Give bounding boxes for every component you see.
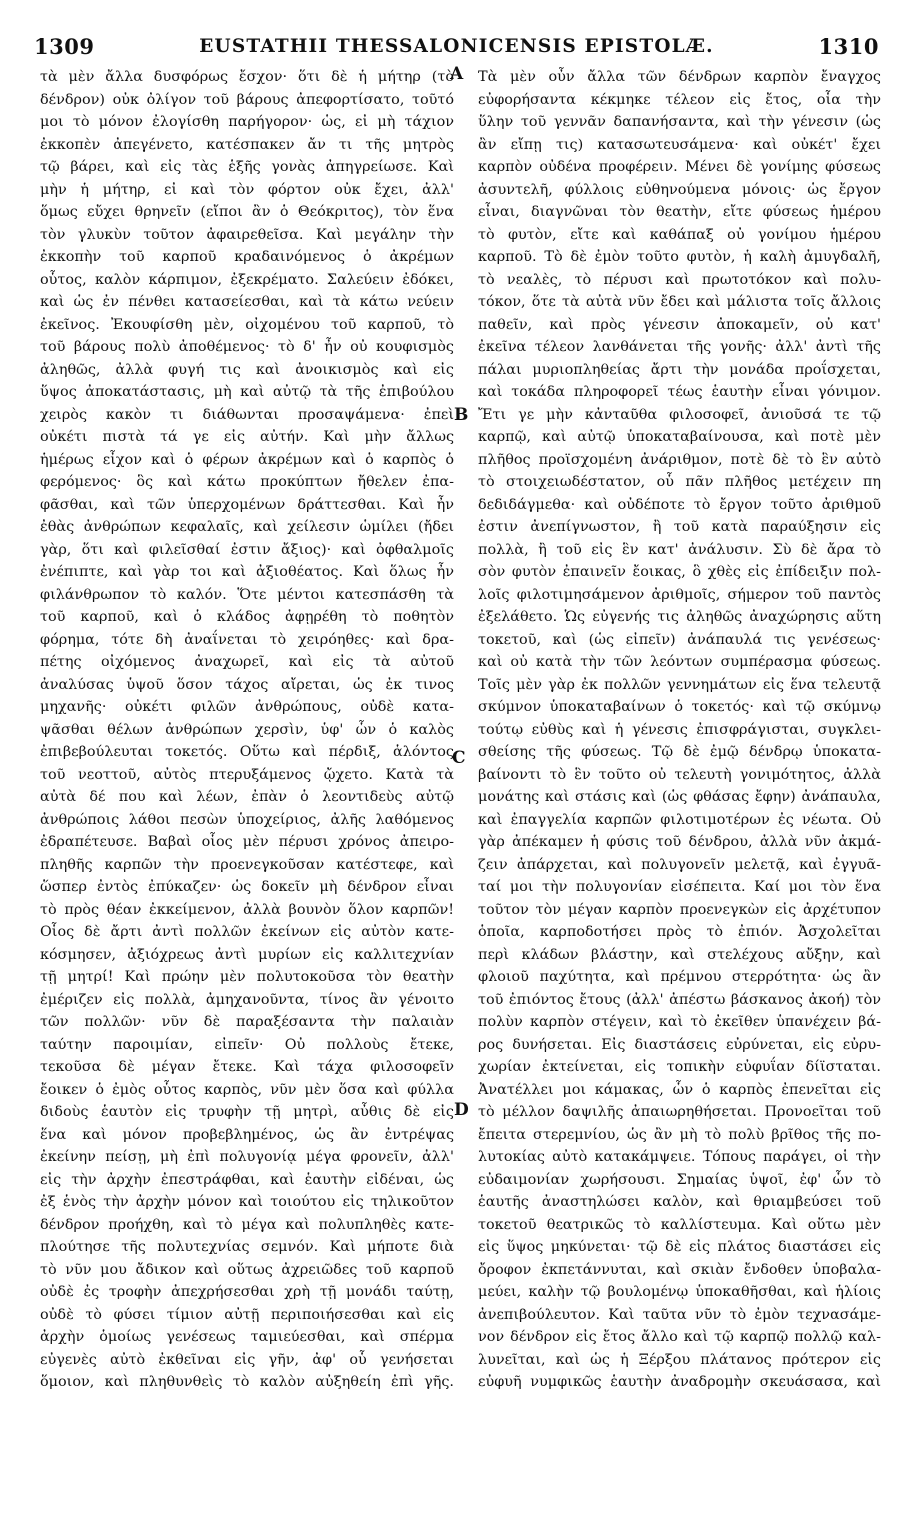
text-line: ἐθὰς ἀνθρώπων κεφαλαῖς, καὶ χείλεσιν ὡμίλει (ἤδει <box>40 519 454 535</box>
text-line: ἐνέπιπτε, καὶ γὰρ τοι καὶ ἀξιοθέατος. Καὶ ὅλως ἦν <box>40 564 454 580</box>
text-line: τὸ νῦν μου ἄδικον καὶ οὕτως ἀχρειῶδες τοῦ καρποῦ <box>40 1261 454 1278</box>
text-line: ἐκεῖνα τέλεον λανθάνεται τῆς γονῆς· ἀλλ' ἀντὶ τῆς <box>478 339 881 355</box>
text-line: ἀνεπιβούλευτον. Καὶ ταῦτα νῦν τὸ ἐμὸν τεχνασάμε- <box>478 1306 881 1323</box>
text-line: μηχανῆς· οὐκέτι φιλῶν ἀνθρώπους, οὐδὲ κατα- <box>40 699 454 715</box>
text-line: εἰς τὴν ἀρχὴν ἐπεστράφθαι, καὶ ἑαυτὴν εἰδέναι, ὡς <box>40 1171 454 1188</box>
text-line: ἐκκοπὲν ἀπεγένετο, κατέσπακεν ἄν τι τῆς μητρὸς <box>40 136 454 153</box>
text-line: εἶναι, διαγνῶναι τὸν θεατὴν, εἴτε φύσεως ἡμέρου <box>478 204 881 220</box>
text-line: χωρίαν ἐκτείνεται, εἰς τοπικὴν εὐφυΐαν δίϊσταται. <box>478 1059 881 1075</box>
text-line: τῶν πολλῶν· νῦν δὲ παραξέσαντα τὴν παλαιὰν <box>40 1014 454 1030</box>
text-line: φλοιοῦ παχύτητα, καὶ πρέμνου στερρότητα· ὡς ἂν <box>478 969 881 985</box>
text-line: εἰς ὕψος μηκύνεται· τῷ δὲ εἰς πλάτος διαστάσει εἰς <box>478 1239 881 1255</box>
text-line: εὐφορήσαντα κέκμηκε τέλεον εἰς ἔτος, οἷα τὴν <box>478 91 881 108</box>
text-line: ἐκεῖνος. Ἐκουφίσθη μὲν, οἰχομένου τοῦ καρποῦ, τὸ <box>40 316 454 333</box>
text-line: μονάτης καὶ στάσις καὶ (ὡς φθάσας ἔφην) ἀνάπαυλα, <box>478 789 881 805</box>
text-line: Ἀνατέλλει μοι κάμακας, ὧν ὁ καρπὸς ἐπενεῖται εἰς <box>478 1081 881 1098</box>
text-line: ἐκκοπὴν τοῦ καρποῦ κραδαινόμενος ὁ ἀκρέμων <box>40 249 454 265</box>
text-line: Οἷος δὲ ἄρτι ἀντὶ πολλῶν ἐκείνων εἰς αὐτὸν κατε- <box>40 924 454 940</box>
text-line: ταί μοι τὴν πολυγονίαν εἰσέπειτα. Καί μοι τὸν ἕνα <box>478 879 881 895</box>
margin-marker-c: C <box>452 748 466 768</box>
text-line: αὐτὰ δέ που καὶ λέων, ἐπὰν ὁ λεοντιδεὺς αὐτῷ <box>40 789 454 805</box>
text-line: φόρημα, τότε δὴ ἀναΐνεται τὸ χειρόηθες· καὶ δρα- <box>40 631 454 648</box>
text-line: καρποῦ. Τὸ δὲ ἐμὸν τοῦτο φυτὸν, ἡ καλὴ ἀμυγδαλῆ, <box>478 249 881 265</box>
text-line: ἑαυτῆς ἀναστηλώσει καλὸν, καὶ θριαμβεύσει τοῦ <box>478 1194 881 1210</box>
text-line: παθεῖν, καὶ πρὸς γένεσιν ἀποκαμεῖν, οὐ κατ' <box>478 316 881 333</box>
text-line: ὥσπερ ἐντὸς ἐπύκαζεν· ὡς δοκεῖν μὴ δένδρον εἶναι <box>40 879 454 895</box>
text-line: οὐδὲ τὸ φύσει τίμιον αὐτῇ περιποιήσεσθαι καὶ εἰς <box>40 1306 454 1323</box>
text-line: ἐξ ἑνὸς τὴν ἀρχὴν μόνον καὶ τοιούτου εἰς τηλικοῦτον <box>40 1194 454 1210</box>
text-line: μοι τὸ μόνον ἐλογίσθη παρήγορον· ὡς, εἰ μὴ τάχιον <box>40 114 454 130</box>
text-line: καρπὸν οὐδένα προφέρειν. Μένει δὲ γονίμης φύσεως <box>478 159 881 175</box>
text-line: Ἔτι γε μὴν κἀνταῦθα φιλοσοφεῖ, ἀνιοῦσά τε τῷ <box>478 406 881 423</box>
text-line: εὐφυῆ νυμφικῶς ἑαυτὴν ἀναδρομὴν σκευάσασα, καὶ <box>478 1374 881 1390</box>
text-line: τὰ μὲν ἄλλα δυσφόρως ἔσχον· ὅτι δὲ ἡ μήτηρ (τὸ <box>40 69 454 85</box>
text-line: οὐδὲ ἐς τροφὴν ἀπεχρήσεσθαι χρὴ τῇ μονάδι ταύτῃ, <box>40 1284 454 1300</box>
text-line: τόκον, ὅτε τὰ αὐτὰ νῦν ἔδει καὶ μάλιστα τοῖς ἄλλοις <box>478 294 881 310</box>
text-line: ἐξελάθετο. Ὡς εὐγενής τις ἀληθῶς ἀναχώρησις αὕτη <box>478 609 881 625</box>
text-line: ψᾶσθαι θέλων ἀνθρώπων χερσὶν, ὑφ' ὧν ὁ καλὸς <box>40 721 454 738</box>
text-line: καρπῷ, καὶ αὐτῷ ὑποκαταβαίνουσα, καὶ ποτὲ μὲν <box>478 429 881 445</box>
text-line: τὸ νεαλὲς, τὸ πέρυσι καὶ πρωτοτόκον καὶ πολυ- <box>478 271 881 288</box>
text-line: τὸ στοιχειωδέστατον, οὗ πᾶν πλῆθος μετέχειν πη <box>478 474 881 490</box>
text-line: τοῦ βάρους πολὺ ἀποθέμενος· τὸ δ' ἦν οὐ κουφισμὸς <box>40 339 454 355</box>
text-line: τεκοῦσα δὲ μέγαν ἔτεκε. Καὶ τάχα φιλοσοφεῖν <box>40 1059 454 1075</box>
margin-marker-d: D <box>454 1100 469 1120</box>
text-line: τῷ βάρει, καὶ εἰς τὰς ἑξῆς γονὰς ἀπηγρείωσε. Καὶ <box>40 159 454 175</box>
text-line: πληθῆς καρπῶν τὴν προενεγκοῦσαν κατέστεφε, καὶ <box>40 856 454 873</box>
margin-marker-a: A <box>450 64 464 84</box>
text-line: τοῦτον τὸν μέγαν καρπὸν προενεγκὼν εἰς ἀρχέτυπον <box>478 901 881 918</box>
text-line: ὅμοιον, καὶ πληθυνθεὶς τὸ καλὸν αὐξηθείη ἐπὶ γῆς. <box>40 1374 454 1390</box>
text-line: μεύει, καλὴν τῷ βουλομένῳ ὑποκαθῆσθαι, καὶ ἡλίοις <box>478 1284 881 1300</box>
text-line: πάλαι μυριοπληθείας ἄρτι τὴν μονάδα προΐσχεται, <box>478 361 881 378</box>
text-line: τὸ πρὸς θέαν ἐκκείμενον, ἀλλὰ βουνὸν ὅλον καρπῶν! <box>40 901 454 918</box>
text-line: ζειν ἀπάρχεται, καὶ πολυγονεῖν μελετᾷ, καὶ ἐγγυᾶ- <box>478 856 881 873</box>
text-line: οὗτος, καλὸν κάρπιμον, ἐξεκρέματο. Σαλεύειν ἐδόκει, <box>40 271 454 288</box>
text-line: κόσμησεν, ἀξιόχρεως ἀντὶ μυρίων εἰς καλλιτεχνίαν <box>40 946 454 963</box>
text-line: σκύμνον ὑποκαταβαίνων ὁ τοκετός· καὶ τῷ σκύμνῳ <box>478 699 881 715</box>
text-line: τὸν γλυκὺν τοῦτον ἀφαιρεθεῖσα. Καὶ μεγάλην τὴν <box>40 226 454 243</box>
text-line: ἔοικεν ὁ ἐμὸς οὗτος καρπὸς, νῦν μὲν ὅσα καὶ φύλλα <box>40 1081 454 1098</box>
text-line: πολλὰ, ἢ τοῦ εἰς ἓν κατ' ἀνάλυσιν. Σὺ δὲ ἄρα τὸ <box>478 541 881 558</box>
text-line: ὅμως εὔχει θρηνεῖν (εἴποι ἂν ὁ Θεόκριτος), τὸν ἕνα <box>40 204 454 220</box>
text-line: καὶ οὐ κατὰ τὴν τῶν λεόντων συμπέρασμα φύσεως. <box>478 654 881 670</box>
text-line: ἂν εἴπῃ τις) κατασωτευσάμενα· καὶ οὐκέτ' ἔχει <box>478 136 881 153</box>
text-line: Τὰ μὲν οὖν ἄλλα τῶν δένδρων καρπὸν ἔναγχος <box>478 69 881 85</box>
text-line: λυτοκίας αὐτὸ κατακάμψειε. Τόπους παράγει, οἱ τὴν <box>478 1149 881 1165</box>
text-line: ἀρχὴν ὁμοίως γενέσεως ταμιεύεσθαι, καὶ σπέρμα <box>40 1329 454 1345</box>
text-line: τοκετοῦ, καὶ (ὡς εἰπεῖν) ἀνάπαυλά τις γενέσεως· <box>478 631 881 648</box>
text-line: πλῆθος προϊσχομένη ἀνάριθμον, ποτὲ δὲ τὸ ἓν αὐτὸ <box>478 451 881 468</box>
text-line: σθείσης τῆς φύσεως. Τῷ δὲ ἐμῷ δένδρῳ ὑποκατα- <box>478 744 881 760</box>
text-line: ἐπιβεβούλευται τοκετός. Οὕτω καὶ πέρδιξ, ἁλόντος <box>40 744 454 760</box>
text-line: χειρὸς κακὸν τι διάθωνται προσαψάμενα· ἐπεὶ <box>40 406 454 423</box>
text-line: καὶ ὡς ἐν πένθει κατασείεσθαι, καὶ τὰ κάτω νεύειν <box>40 294 454 310</box>
text-line: γὰρ ἀπέκαμεν ἡ φύσις τοῦ δένδρου, ἀλλὰ νῦν ἀκμά- <box>478 834 881 850</box>
text-line: ἀναλύσας ὑψοῦ ὅσον τάχος αἴρεται, ὡς ἐκ τινος <box>40 676 454 693</box>
text-line: διδοὺς ἑαυτὸν εἰς τρυφὴν τῇ μητρὶ, αὖθις δὲ εἰς <box>40 1104 454 1120</box>
text-line: ὕλην τοῦ γεννᾶν δαπανήσαντα, καὶ τὴν γένεσιν (ὡς <box>478 114 881 130</box>
text-line: οὐκέτι πιστὰ τά γε εἰς αὐτήν. Καὶ μὴν ἄλλως <box>40 429 454 445</box>
text-line: δένδρον προήχθη, καὶ τὸ μέγα καὶ πολυπληθὲς κατε- <box>40 1216 454 1233</box>
text-line: τῇ μητρί! Καὶ πρώην μὲν πολυτοκοῦσα τὸν θεατὴν <box>40 969 454 985</box>
text-line: ταύτην παροιμίαν, εἰπεῖν· Οὐ πολλοὺς ἔτεκε, <box>40 1036 454 1053</box>
text-line: πέτης οἰχόμενος ἀναχωρεῖ, καὶ εἰς τὰ αὐτοῦ <box>40 654 454 670</box>
text-line: τούτῳ εὐθὺς καὶ ἡ γένεσις ἐπισφράγισται, συγκλει- <box>478 721 881 738</box>
text-line: σὸν φυτὸν ἐπαινεῖν ἔοικας, ὃ χθὲς εἰς ἐπίδειξιν πολ- <box>478 564 881 580</box>
text-line: ἀνθρώποις λάθοι πεσὼν ὑποχείριος, ἀλῆς λαθόμενος <box>40 811 454 828</box>
margin-marker-b: B <box>454 405 469 425</box>
text-line: πολὺν καρπὸν στέγειν, καὶ τὸ ἐκεῖθεν ὑπανέχειν βά- <box>478 1014 881 1030</box>
text-line: τοῦ ἐπιόντος ἔτους (ἀλλ' ἀπέστω βάσκανος ἀκοή) τὸν <box>478 991 881 1008</box>
text-line: δένδρον) οὐκ ὀλίγον τοῦ βάρους ἀπεφορτίσατο, τοῦτό <box>40 91 454 108</box>
page-header <box>34 34 879 62</box>
text-line: ἐστιν ἀνεπίγνωστον, ἢ τοῦ κατὰ παραύξησιν εἰς <box>478 519 881 535</box>
text-line: ἐδραπέτευσε. Βαβαὶ οἷος μὲν πέρυσι χρόνος ἀπειρο- <box>40 834 454 850</box>
text-line: ἀσυντελῆ, φύλλοις εὐθηνούμενα μόνοις· ὡς ἔργον <box>478 181 881 198</box>
text-line: γὰρ, ὅτι καὶ φιλεῖσθαί ἐστιν ἄξιος)· καὶ ὀφθαλμοῖς <box>40 541 454 558</box>
text-line: τοῦ νεοττοῦ, αὐτὸς πτερυξάμενος ᾤχετο. Κατὰ τὰ <box>40 766 454 783</box>
text-line: ἐκείνην πείσῃ, μὴ ἐπὶ πολυγονίᾳ μέγα φρονεῖν, ἀλλ' <box>40 1149 454 1165</box>
text-line: τοῦ καρποῦ, καὶ ὁ κλάδος ἀφῃρέθη τὸ ποθητὸν <box>40 609 454 625</box>
left-column <box>40 66 454 1394</box>
text-line: ἡμέρως εἶχον καὶ ὁ φέρων ἀκρέμων καὶ ὁ καρπὸς ὁ <box>40 451 454 468</box>
text-line: πλούτησε τῆς πολυτεχνίας σεμνόν. Καὶ μήποτε διὰ <box>40 1239 454 1255</box>
text-line: λυνεῖται, καὶ ὡς ἡ Ξέρξου πλάτανος πρότερον εἰς <box>478 1351 881 1368</box>
text-line: φᾶσθαι, καὶ τῶν ὑπερχομένων δράττεσθαι. Καὶ ἦν <box>40 496 454 513</box>
page-number-right: 1310 <box>818 34 879 59</box>
text-line: εὐδαιμονίαν χωρήσουσι. Σημαίας ὑψοῖ, ἐφ' ὧν τὸ <box>478 1171 881 1188</box>
text-line: φερόμενος· ὃς καὶ κάτω προκύπτων ἤθελεν ἐπα- <box>40 474 454 490</box>
text-line: δεδιδάγμεθα· καὶ οὐδέποτε τὸ ἔργον τοῦτο ἀριθμοῦ <box>478 496 881 513</box>
text-line: τὸ μέλλον δαψιλῆς ἀπαιωρηθήσεται. Προνοεῖται τοῦ <box>478 1104 881 1120</box>
running-title: EUSTATHII THESSALONICENSIS EPISTOLÆ. <box>199 36 714 57</box>
text-line: τοκετοῦ θεατρικῶς τὸ καλλίστευμα. Καὶ οὕτω μὲν <box>478 1216 881 1233</box>
text-line: ἔπειτα στερεμνίου, ὡς ἂν μὴ τὸ πολὺ βρῖθος τῆς πο- <box>478 1126 881 1143</box>
page-number-left: 1309 <box>34 34 95 59</box>
text-line: τὸ φυτὸν, εἴτε καὶ καθάπαξ οὐ γονίμου ἡμέρου <box>478 226 881 243</box>
text-line: νον δένδρον εἰς ἔτος ἄλλο καὶ τῷ καρπῷ πολλῷ καλ- <box>478 1329 881 1345</box>
right-column <box>478 66 881 1394</box>
text-line: μὴν ἡ μήτηρ, εἰ καὶ τὸν φόρτον οὐκ ἔχει, ἀλλ' <box>40 181 454 198</box>
text-line: ἕνα καὶ μόνον προβεβλημένος, ὡς ἂν ἐντρέψας <box>40 1126 454 1143</box>
text-line: καὶ τοκάδα πληροφορεῖ τέως ἑαυτὴν εἶναι γόνιμον. <box>478 384 881 400</box>
text-line: καὶ ἐπαγγελία καρπῶν φιλοτιμοτέρων ἐς νέωτα. Οὐ <box>478 811 881 828</box>
text-line: ἐμέριζεν εἰς πολλὰ, ἀμηχανοῦντα, τίνος ἂν γένοιτο <box>40 991 454 1008</box>
text-line: περὶ κλάδων βλάστην, καὶ στελέχους αὔξην, καὶ <box>478 946 881 963</box>
text-line: εὐγενὲς αὐτὸ ἐκθεῖναι εἰς γῆν, ἀφ' οὗ γενήσεται <box>40 1351 454 1368</box>
text-line: ἀληθῶς, ἀλλὰ φυγή τις καὶ ἀνοικισμὸς καὶ εἰς <box>40 361 454 378</box>
text-line: Τοῖς μὲν γὰρ ἐκ πολλῶν γεννημάτων εἰς ἕνα τελευτᾷ <box>478 676 881 693</box>
text-line: φιλάνθρωπον τὸ καλόν. Ὅτε μέντοι κατεσπάσθη τὰ <box>40 586 454 603</box>
text-line: ὁποῖα, καρποδοτήσει πρὸς τὸ ἐπιόν. Ἀσχολεῖται <box>478 924 881 940</box>
text-line: λοῖς φιλοτιμησάμενον ἀριθμοῖς, σήμερον τοῦ παντὸς <box>478 586 881 603</box>
text-line: ὄροφον ἐκπετάννυται, καὶ σκιὰν ἔνδοθεν ὑποβαλα- <box>478 1261 881 1278</box>
text-line: βαίνοντι τὸ ἓν τοῦτο οὐ τελευτὴ γονιμότητος, ἀλλὰ <box>478 766 881 783</box>
text-line: ὕψος ἀποκατάστασις, μὴ καὶ αὐτῷ τὰ τῆς ἐπιβούλου <box>40 384 454 400</box>
text-line: ρος δυνήσεται. Εἰς διαστάσεις εὐρύνεται, εἰς εὐρυ- <box>478 1036 881 1053</box>
